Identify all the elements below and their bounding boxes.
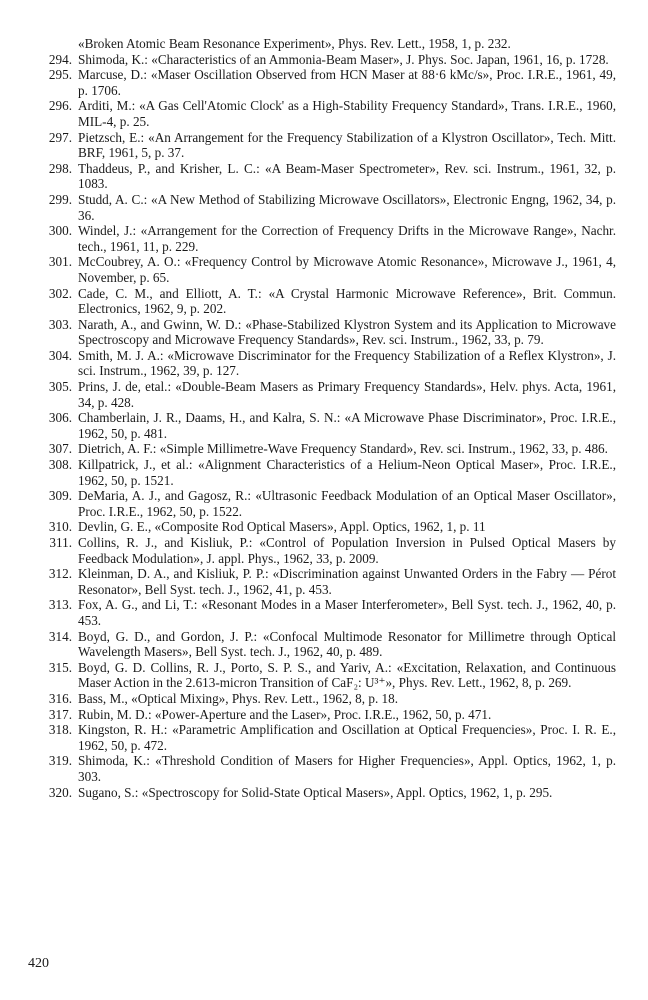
reference-316 [36, 691, 616, 707]
reference-text: Sugano, S.: «Spectroscopy for Solid-State Optical Masers», Appl. Optics, 1962, 1, p. 295. [78, 784, 553, 800]
reference-text: Dietrich, A. F.: «Simple Millimetre-Wave Frequency Standard», Rev. sci. Instrum., 1962, 33, p. 486. [78, 441, 608, 457]
reference-number: 318. [48, 722, 72, 738]
reference-number: 299. [48, 191, 72, 207]
reference-continuation-text: «Broken Atomic Beam Resonance Experiment», Phys. Rev. Lett., 1958, 1, p. 232. [78, 36, 511, 51]
reference-number: 301. [48, 254, 72, 270]
reference-317 [36, 707, 616, 723]
reference-304 [36, 348, 616, 379]
reference-298 [36, 161, 616, 192]
reference-text: DeMaria, A. J., and Gagosz, R.: «Ultrasonic Feedback Modulation of an Optical Maser Oscillator», Proc. I.R.E., 1962, 50, p. 1522. [78, 488, 616, 519]
page-number: 420 [28, 956, 49, 971]
reference-text: Thaddeus, P., and Krisher, L. C.: «A Beam-Maser Spectrometer», Rev. sci. Instrum., 1961, 32, p. 1083. [78, 160, 616, 192]
reference-number: 314. [48, 628, 72, 644]
reference-text: Boyd, G. D., and Gordon, J. P.: «Confocal Multimode Resonator for Millimetre through Optical Wavelength Masers», Bell Syst. tech. J., 1962, 40, p. 489. [78, 628, 616, 660]
reference-text: Narath, A., and Gwinn, W. D.: «Phase-Stabilized Klystron System and its Application to Microwave Spectroscopy and Microwave Frequency Standards», Rev. sci. Instrum., 1962, 33, p. 79. [78, 316, 616, 348]
reference-text: McCoubrey, A. O.: «Frequency Control by Microwave Atomic Resonance», Microwave J., 1961, 4, November, p. 65. [78, 254, 616, 285]
reference-number: 317. [48, 706, 72, 722]
reference-302 [36, 286, 616, 317]
reference-text: Windel, J.: «Arrangement for the Correction of Frequency Drifts in the Microwave Range», Nachr. tech., 1961, 11, p. 229. [78, 223, 616, 254]
reference-number: 306. [48, 410, 72, 426]
reference-number: 302. [48, 285, 72, 301]
reference-300 [36, 223, 616, 254]
reference-text: Fox, A. G., and Li, T.: «Resonant Modes in a Maser Interferometer», Bell Syst. tech. J., 1962, 40, p. 453. [78, 597, 616, 628]
reference-320 [36, 785, 616, 801]
reference-319 [36, 753, 616, 784]
reference-307 [36, 441, 616, 457]
reference-306 [36, 410, 616, 441]
reference-number: 319. [48, 753, 72, 769]
reference-text: Studd, A. C.: «A New Method of Stabilizing Microwave Oscillators», Electronic Engng, 1962, 34, p. 36. [78, 191, 616, 223]
reference-number: 296. [48, 98, 72, 114]
reference-continuation [36, 36, 616, 52]
reference-number: 304. [48, 347, 72, 363]
reference-text: Chamberlain, J. R., Daams, H., and Kalra, S. N.: «A Microwave Phase Discriminator», Proc. I.R.E., 1962, 50, p. 481. [78, 410, 616, 441]
reference-text: Pietzsch, E.: «An Arrangement for the Frequency Stabilization of a Klystron Oscillator», Tech. Mitt. BRF, 1961, 5, p. 37. [78, 129, 616, 161]
reference-311 [36, 535, 616, 566]
reference-number: 295. [48, 67, 72, 83]
reference-313 [36, 597, 616, 628]
reference-295 [36, 67, 616, 98]
reference-number: 315. [48, 659, 72, 675]
reference-text: Kleinman, D. A., and Kisliuk, P. P.: «Discrimination against Unwanted Orders in the Fabry — Pérot Resonator», Bell Syst. tech. J., 1962, 41, p. 453. [78, 566, 616, 597]
reference-number: 298. [48, 160, 72, 176]
reference-text: Bass, M., «Optical Mixing», Phys. Rev. Lett., 1962, 8, p. 18. [78, 690, 399, 706]
reference-309 [36, 488, 616, 519]
reference-text: Smith, M. J. A.: «Microwave Discriminator for the Frequency Stabilization of a Reflex Klystron», J. sci. Instrum., 1962, 39, p. 127. [78, 347, 616, 379]
reference-text: Prins, J. de, etal.: «Double-Beam Masers as Primary Frequency Standards», Helv. phys. Acta, 1961, 34, p. 428. [78, 379, 616, 410]
reference-text: Marcuse, D.: «Maser Oscillation Observed from HCN Maser at 88·6 kMc/s», Proc. I.R.E., 1961, 49, p. 1706. [78, 67, 616, 98]
reference-number: 316. [48, 690, 72, 706]
reference-number: 313. [48, 597, 72, 613]
reference-number: 308. [48, 457, 72, 473]
reference-number: 310. [48, 519, 72, 535]
reference-296 [36, 98, 616, 129]
reference-text: Rubin, M. D.: «Power-Aperture and the Laser», Proc. I.R.E., 1962, 50, p. 471. [78, 706, 492, 722]
reference-303 [36, 317, 616, 348]
reference-text: Arditi, M.: «A Gas Cell'Atomic Clock' as a High-Stability Frequency Standard», Trans. I.R.E., 1960, MIL-4, p. 25. [78, 98, 616, 129]
reference-308 [36, 457, 616, 488]
reference-text: Shimoda, K.: «Threshold Condition of Masers for Higher Frequencies», Appl. Optics, 1962, 1, p. 303. [78, 753, 616, 784]
reference-list [36, 36, 616, 800]
reference-294 [36, 52, 616, 68]
reference-text: Cade, C. M., and Elliott, A. T.: «A Crystal Harmonic Microwave Reference», Brit. Commun. Electronics, 1962, 9, p. 202. [78, 285, 616, 317]
reference-310 [36, 519, 616, 535]
reference-number: 309. [48, 488, 72, 504]
reference-305 [36, 379, 616, 410]
reference-312 [36, 566, 616, 597]
reference-number: 294. [48, 51, 72, 67]
reference-number: 320. [48, 784, 72, 800]
reference-297 [36, 130, 616, 161]
reference-text: Boyd, G. D. Collins, R. J., Porto, S. P. S., and Yariv, A.: «Excitation, Relaxation, and Continuous Maser Action in the 2.613-micron Transition of CaF₂: U³⁺», Phys. Rev. Lett., 1962, 8, p. 269. [78, 659, 616, 691]
reference-text: Killpatrick, J., et al.: «Alignment Characteristics of a Helium-Neon Optical Maser», Proc. I.R.E., 1962, 50, p. 1521. [78, 457, 616, 488]
reference-text: Collins, R. J., and Kisliuk, P.: «Control of Population Inversion in Pulsed Optical Masers by Feedback Modulation», J. appl. Phys., 1962, 33, p. 2009. [78, 535, 616, 566]
reference-number: 303. [48, 316, 72, 332]
reference-number: 297. [48, 129, 72, 145]
reference-318 [36, 722, 616, 753]
reference-315 [36, 660, 616, 691]
reference-text: Kingston, R. H.: «Parametric Amplification and Oscillation at Optical Frequencies», Proc. I. R. E., 1962, 50, p. 472. [78, 722, 616, 753]
reference-number: 305. [48, 379, 72, 395]
reference-number: 312. [48, 566, 72, 582]
reference-text: Shimoda, K.: «Characteristics of an Ammonia-Beam Maser», J. Phys. Soc. Japan, 1961, 16, p. 1728. [78, 51, 609, 67]
reference-299 [36, 192, 616, 223]
reference-number: 300. [48, 223, 72, 239]
reference-301 [36, 254, 616, 285]
reference-number: 307. [48, 441, 72, 457]
reference-314 [36, 629, 616, 660]
reference-text: Devlin, G. E., «Composite Rod Optical Masers», Appl. Optics, 1962, 1, p. 11 [78, 519, 486, 535]
reference-number: 311. [49, 535, 72, 550]
